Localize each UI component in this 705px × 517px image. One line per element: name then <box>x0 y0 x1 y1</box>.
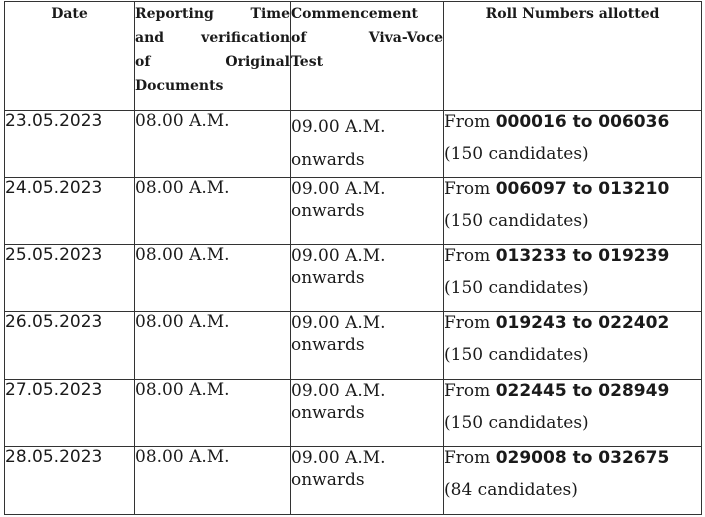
from-label: From <box>444 313 491 334</box>
from-label: From <box>444 112 491 132</box>
candidate-count: (84 candidates) <box>444 479 578 500</box>
header-date: Date <box>5 2 135 111</box>
date-cell: 27.05.2023 <box>5 379 135 446</box>
roll-range: 000016 to 006036 <box>495 112 670 132</box>
header-reporting-line-3: of Original <box>135 54 290 70</box>
commencement-time: 09.00 A.M. <box>291 447 386 468</box>
table-row <box>5 245 702 312</box>
from-label: From <box>444 447 491 468</box>
commencement-suffix: onwards <box>291 150 365 170</box>
commencement-time: 09.00 A.M. <box>291 179 386 200</box>
reporting-time-cell: 08.00 A.M. <box>135 379 291 446</box>
header-commencement-line-3: Test <box>291 54 324 70</box>
date-cell: 24.05.2023 <box>5 178 135 245</box>
from-label: From <box>444 380 491 401</box>
roll-range: 006097 to 013210 <box>495 179 670 200</box>
commencement-cell <box>291 312 444 379</box>
commencement-suffix: onwards <box>291 402 365 423</box>
header-reporting-time <box>135 2 291 111</box>
header-row <box>5 2 702 111</box>
commencement-cell <box>291 178 444 245</box>
commencement-cell <box>291 446 444 514</box>
date-cell: 23.05.2023 <box>5 111 135 178</box>
header-reporting-line-2: and verification <box>135 30 290 46</box>
roll-range: 029008 to 032675 <box>495 447 670 468</box>
schedule-table <box>4 1 702 515</box>
commencement-cell <box>291 111 444 178</box>
commencement-time: 09.00 A.M. <box>291 246 386 267</box>
from-label: From <box>444 246 491 267</box>
roll-range: 013233 to 019239 <box>495 246 670 267</box>
roll-range: 019243 to 022402 <box>495 313 670 334</box>
roll-numbers-cell <box>444 178 702 245</box>
date-cell: 25.05.2023 <box>5 245 135 312</box>
roll-range: 022445 to 028949 <box>495 380 670 401</box>
commencement-suffix: onwards <box>291 469 365 490</box>
commencement-suffix: onwards <box>291 335 365 356</box>
candidate-count: (150 candidates) <box>444 278 589 299</box>
roll-numbers-cell <box>444 111 702 178</box>
from-label: From <box>444 179 491 200</box>
reporting-time-cell: 08.00 A.M. <box>135 446 291 514</box>
reporting-time-cell: 08.00 A.M. <box>135 245 291 312</box>
header-roll-numbers: Roll Numbers allotted <box>444 2 702 111</box>
date-cell: 26.05.2023 <box>5 312 135 379</box>
commencement-time: 09.00 A.M. <box>291 380 386 401</box>
commencement-cell <box>291 245 444 312</box>
candidate-count: (150 candidates) <box>444 345 589 366</box>
roll-numbers-cell <box>444 245 702 312</box>
reporting-time-cell: 08.00 A.M. <box>135 312 291 379</box>
commencement-time: 09.00 A.M. <box>291 313 386 334</box>
candidate-count: (150 candidates) <box>444 211 589 232</box>
header-reporting-line-4: Documents <box>135 78 224 94</box>
commencement-time: 09.00 A.M. <box>291 117 386 137</box>
table-row <box>5 379 702 446</box>
candidate-count: (150 candidates) <box>444 412 589 433</box>
header-reporting-line-1: Reporting Time <box>135 6 290 22</box>
table-row <box>5 312 702 379</box>
commencement-suffix: onwards <box>291 201 365 222</box>
table-row <box>5 178 702 245</box>
reporting-time-cell: 08.00 A.M. <box>135 178 291 245</box>
reporting-time-cell: 08.00 A.M. <box>135 111 291 178</box>
header-commencement-line-1: Commencement <box>291 6 418 22</box>
table-row <box>5 446 702 514</box>
commencement-cell <box>291 379 444 446</box>
roll-numbers-cell <box>444 446 702 514</box>
table-row <box>5 111 702 178</box>
date-cell: 28.05.2023 <box>5 446 135 514</box>
roll-numbers-cell <box>444 312 702 379</box>
roll-numbers-cell <box>444 379 702 446</box>
commencement-suffix: onwards <box>291 268 365 289</box>
candidate-count: (150 candidates) <box>444 144 589 164</box>
header-commencement-line-2: of Viva-Voce <box>291 30 443 46</box>
header-commencement <box>291 2 444 111</box>
